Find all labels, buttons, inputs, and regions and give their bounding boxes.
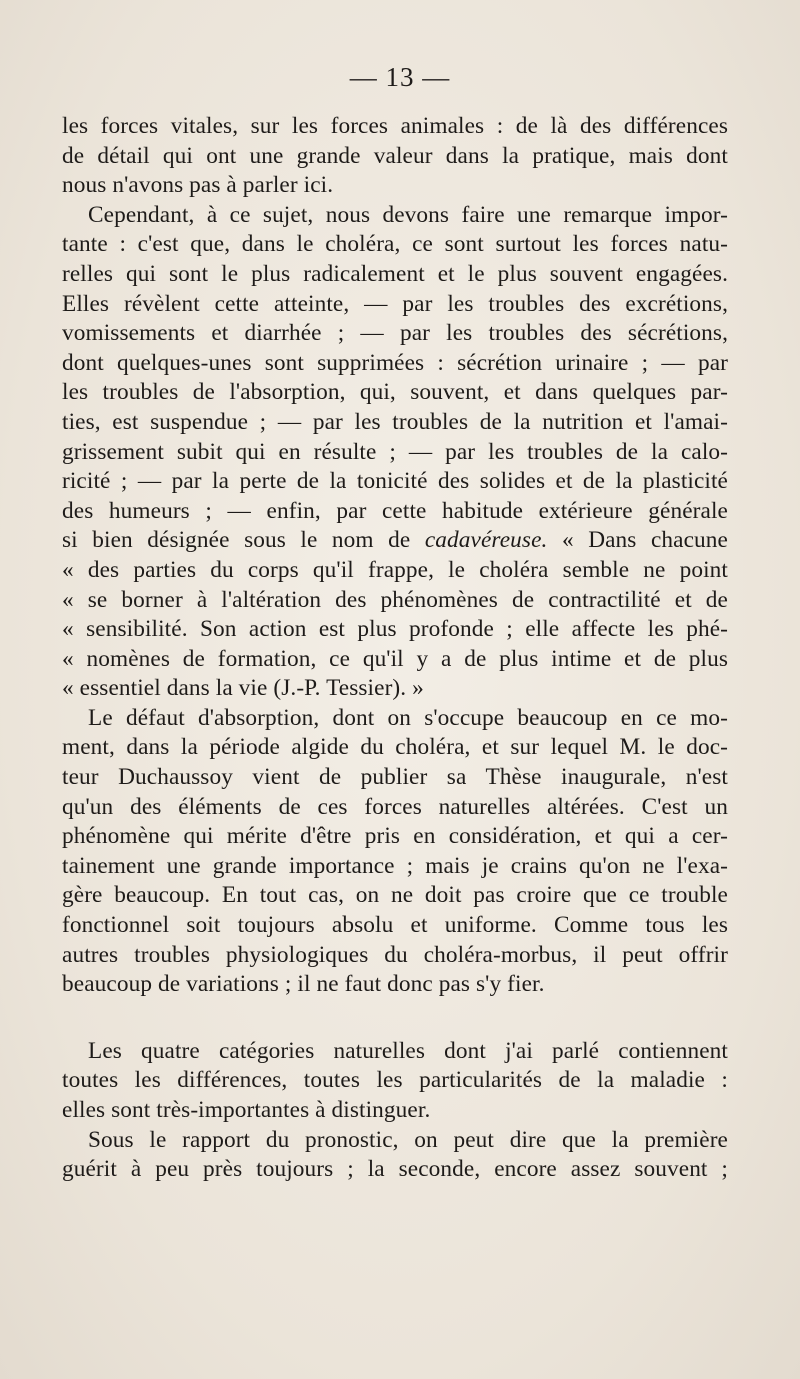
text-line: toutes les différences, toutes les particularités de la maladie : (62, 1067, 728, 1094)
text-line: Cependant, à ce sujet, nous devons faire une remarque impor- (88, 201, 728, 228)
text-line: tante : c'est que, dans le choléra, ce sont surtout les forces natu- (62, 231, 728, 258)
text-line: phénomène qui mérite d'être pris en considération, et qui a cer- (62, 823, 728, 850)
text-line: ties, est suspendue ; — par les troubles de la nutrition et l'amai- (62, 408, 728, 435)
quote-line: « sensibilité. Son action est plus profonde ; elle affecte les phé- (62, 616, 728, 643)
text-line: ment, dans la période algide du choléra, et sur lequel M. le doc- (62, 734, 728, 761)
text-line: Les quatre catégories naturelles dont j'ai parlé contiennent (88, 1037, 728, 1064)
text-line: ricité ; — par la perte de la tonicité des solides et de la plasticité (62, 468, 728, 495)
text-line: beaucoup de variations ; il ne faut donc pas s'y fier. (62, 971, 545, 998)
text-line (62, 526, 728, 556)
text-line: vomissements et diarrhée ; — par les troubles des sécrétions, (62, 320, 728, 347)
text-segment: « Dans chacune (547, 527, 728, 554)
quote-line: « essentiel dans la vie (J.-P. Tessier). » (62, 675, 424, 702)
quote-line: « nomènes de formation, ce qu'il y a de plus intime et de plus (62, 645, 728, 672)
text-line: tainement une grande importance ; mais je crains qu'on ne l'exa- (62, 852, 728, 879)
text-line: de détail qui ont une grande valeur dans la pratique, mais dont (62, 142, 728, 169)
paragraph (62, 112, 728, 201)
text-line: autres troubles physiologiques du choléra-morbus, il peut offrir (62, 941, 728, 968)
text-line: Sous le rapport du pronostic, on peut dire que la première (88, 1126, 728, 1153)
paragraph (62, 1126, 728, 1185)
text-line: grissement subit qui en résulte ; — par les troubles de la calo- (62, 438, 728, 465)
quote-line: « des parties du corps qu'il frappe, le choléra semble ne point (62, 556, 728, 583)
paragraph (62, 1037, 728, 1126)
body-text (62, 112, 728, 1185)
text-line: guérit à peu près toujours ; la seconde, encore assez souvent ; (62, 1156, 728, 1183)
text-line: les forces vitales, sur les forces animales : de là des différences (62, 113, 728, 139)
paragraph (62, 704, 728, 1000)
text-segment: si bien désignée sous le nom de (62, 527, 425, 554)
quote-line: « se borner à l'altération des phénomènes de contractilité et de (62, 586, 728, 613)
page-number: — 13 — (349, 62, 451, 92)
text-line: les troubles de l'absorption, qui, souvent, et dans quelques par- (62, 379, 728, 406)
text-line: nous n'avons pas à parler ici. (62, 172, 334, 199)
text-line: qu'un des éléments de ces forces naturelles altérées. C'est un (62, 793, 728, 820)
text-line: dont quelques-unes sont supprimées : sécrétion urinaire ; — par (62, 349, 728, 376)
paragraph-gap (62, 1000, 728, 1037)
italic-term: cadavéreuse. (424, 527, 548, 554)
text-line: des humeurs ; — enfin, par cette habitude extérieure générale (62, 497, 728, 524)
paragraph (62, 201, 728, 704)
text-line: fonctionnel soit toujours absolu et uniforme. Comme tous les (62, 912, 728, 939)
text-line: gère beaucoup. En tout cas, on ne doit pas croire que ce trouble (62, 882, 728, 909)
text-line: Le défaut d'absorption, dont on s'occupe beaucoup en ce mo- (88, 704, 728, 731)
text-line: Elles révèlent cette atteinte, — par les troubles des excrétions, (62, 290, 728, 317)
text-line: relles qui sont le plus radicalement et le plus souvent engagées. (62, 260, 728, 287)
text-line: elles sont très-importantes à distinguer. (62, 1097, 431, 1123)
text-line: teur Duchaussoy vient de publier sa Thèse inaugurale, n'est (62, 764, 728, 791)
